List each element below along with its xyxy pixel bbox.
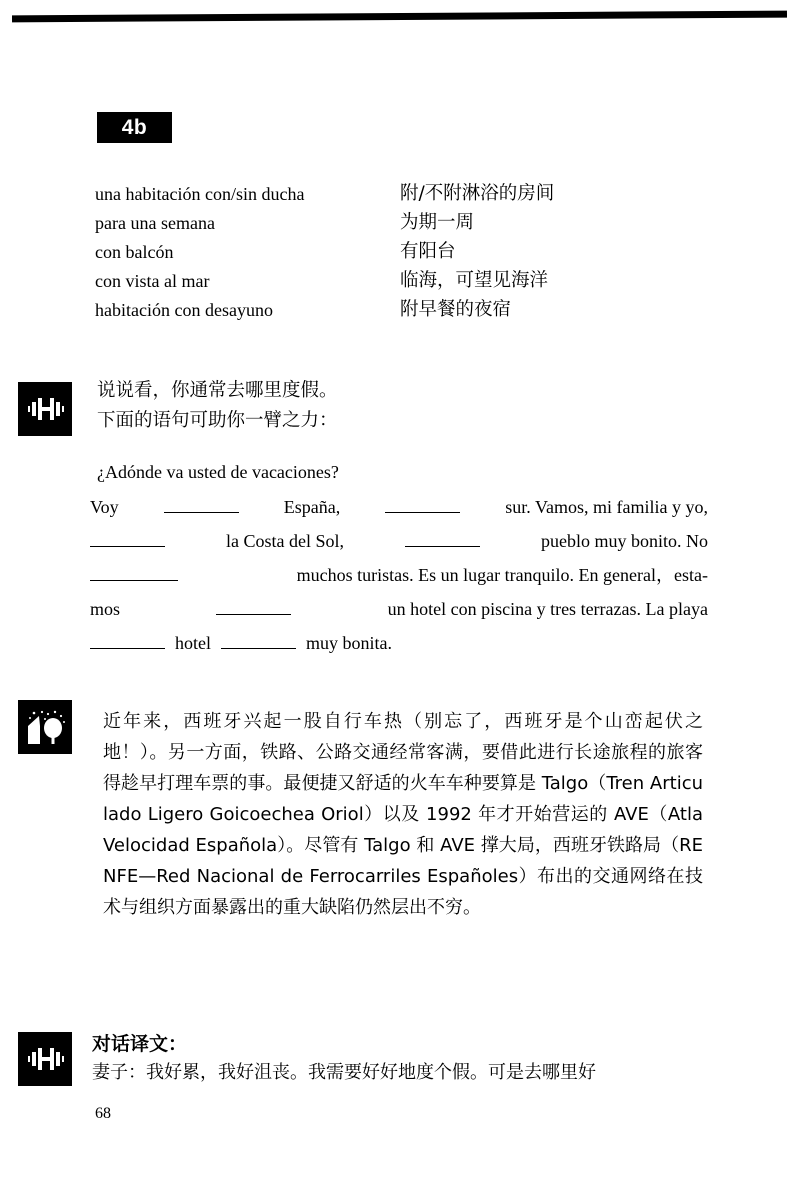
cloze-text: mos: [90, 599, 121, 619]
cloze-line: [90, 524, 708, 558]
cloze-text: España,: [283, 497, 341, 517]
vocab-chinese: 临海，可望见海洋: [400, 270, 549, 291]
cloze-blank[interactable]: [405, 532, 480, 547]
cloze-line: [90, 592, 708, 626]
cloze-line: [90, 490, 708, 524]
table-row: [95, 211, 705, 240]
scan-artifact-bar: [12, 11, 787, 23]
page-number: 68: [95, 1105, 111, 1122]
speaking-instruction-line1: 说说看，你通常去哪里度假。: [97, 380, 338, 401]
table-row: [95, 240, 705, 269]
cloze-text: Voy: [90, 497, 119, 517]
cloze-text: muy bonita.: [306, 633, 392, 653]
cloze-text: muchos turistas. Es un lugar tranquilo. En general，esta-: [296, 565, 708, 585]
dialogue-translation-block: [92, 1030, 707, 1088]
table-row: [95, 298, 705, 327]
cloze-blank[interactable]: [90, 566, 178, 581]
cloze-exercise: [90, 490, 708, 660]
cloze-blank[interactable]: [385, 498, 460, 513]
vocabulary-table: [95, 182, 705, 327]
cloze-text: hotel: [175, 633, 211, 653]
cloze-blank[interactable]: [90, 532, 165, 547]
vocab-chinese: 有阳台: [400, 241, 456, 262]
dialogue-translation-title: 对话译文：: [92, 1033, 188, 1055]
dialogue-translation-line: 妻子：我好累，我好沮丧。我需要好好地度个假。可是去哪里好: [92, 1062, 596, 1083]
speaking-task-block: [97, 376, 707, 483]
vocab-spanish: habitación con desayuno: [95, 300, 273, 320]
table-row: [95, 269, 705, 298]
speaking-instruction-line2: 下面的语句可助你一臂之力：: [97, 410, 338, 431]
cloze-blank[interactable]: [221, 634, 296, 649]
vocab-chinese: 附/不附淋浴的房间: [400, 183, 555, 204]
vocab-chinese: 附早餐的夜宿: [400, 299, 512, 320]
table-row: [95, 182, 705, 211]
cloze-line: [90, 626, 708, 660]
cloze-blank[interactable]: [164, 498, 239, 513]
section-tag-4b: 4b: [97, 112, 172, 143]
vocab-spanish: con balcón: [95, 242, 174, 262]
cloze-text: un hotel con piscina y tres terrazas. La playa: [387, 599, 708, 619]
barbell-icon: [18, 382, 72, 436]
culture-note-block: [103, 706, 703, 923]
vocab-spanish: con vista al mar: [95, 271, 210, 291]
vocab-chinese: 为期一周: [400, 212, 475, 233]
culture-note-text: 近年来，西班牙兴起一股自行车热（别忘了，西班牙是个山峦起伏之地！）。另一方面，铁路、公路交通经常客满，要借此进行长途旅程的旅客得趁早打理车票的事。最便捷又舒适的火车车种要算是 Talgo（Tren Articulado Ligero Goicoechea Oriol）以及 1992 年才开始营运的 AVE（Atla Velocidad Española）。尽管有 Talgo 和 AVE 撑大局，西班牙铁路局（RENFE—Red Nacional de Ferrocarriles Españoles）布出的交通网络在技术与组织方面暴露出的重大缺陷仍然层出不穷。: [103, 711, 703, 918]
vocab-spanish: para una semana: [95, 213, 215, 233]
cloze-blank[interactable]: [90, 634, 165, 649]
vocab-spanish: una habitación con/sin ducha: [95, 184, 305, 204]
house-tree-icon: [18, 700, 72, 754]
cloze-text: pueblo muy bonito. No: [541, 531, 708, 551]
barbell-icon: [18, 1032, 72, 1086]
speaking-question: ¿Adónde va usted de vacaciones?: [97, 462, 339, 482]
cloze-text: sur. Vamos, mi familia y yo,: [505, 497, 708, 517]
cloze-blank[interactable]: [216, 600, 291, 615]
cloze-text: la Costa del Sol,: [226, 531, 344, 551]
cloze-line: [90, 558, 708, 592]
